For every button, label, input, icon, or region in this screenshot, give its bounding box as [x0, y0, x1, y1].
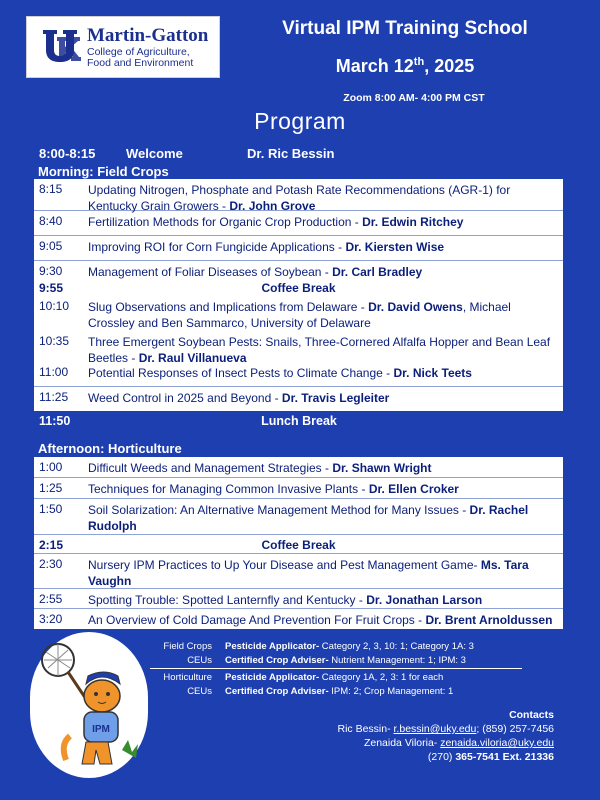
email-link[interactable]: r.bessin@uky.edu: [393, 723, 477, 735]
date-year: , 2025: [424, 56, 475, 76]
session-speaker: Dr. Carl Bradley: [332, 265, 423, 279]
welcome-speaker: Dr. Ric Bessin: [247, 146, 335, 161]
mascot-badge: [30, 632, 148, 778]
session-time: 1:50: [39, 502, 63, 516]
session-time: 11:25: [39, 390, 69, 404]
session-time: 9:30: [39, 264, 63, 278]
event-title: Virtual IPM Training School: [282, 18, 528, 39]
contact-phone: ; (859) 257-7456: [476, 723, 554, 735]
date-main: March 12: [335, 56, 414, 76]
session-title: Nursery IPM Practices to Up Your Disease and Pest Management Game-: [88, 558, 481, 572]
logo-subtitle-line1: College of Agriculture,: [87, 46, 190, 58]
pesticide-applicator-value: Category 1A, 2, 3: 1 for each: [319, 672, 444, 683]
session-desc: [88, 239, 555, 255]
session-title: Weed Control in 2025 and Beyond -: [88, 391, 282, 405]
session-desc: [88, 592, 555, 608]
ipm-cat-mascot-icon: [30, 632, 148, 778]
break-time: 2:15: [39, 538, 64, 552]
session-speaker: Dr. Raul Villanueva: [138, 351, 247, 365]
event-date: [234, 56, 576, 77]
email-link[interactable]: zenaida.viloria@uky.edu: [440, 737, 554, 749]
break-label: Coffee Break: [261, 281, 336, 295]
session-desc: [88, 299, 555, 331]
session-row: [34, 236, 563, 261]
uk-monogram-icon: [41, 27, 81, 65]
session-speaker: Dr. Brent Arnoldussen: [425, 613, 553, 627]
session-speaker: Ms. Tara Vaughn: [88, 558, 529, 588]
field-crops-ceu-details: [225, 640, 474, 668]
session-time: 2:55: [39, 592, 63, 606]
session-row: [34, 387, 563, 411]
pesticide-applicator-value: Category 2, 3, 10: 1; Category 1A: 3: [319, 641, 474, 652]
session-time: 9:05: [39, 239, 63, 253]
afternoon-schedule: [34, 457, 563, 629]
session-title: Fertilization Methods for Organic Crop Production -: [88, 215, 363, 229]
session-speaker: Dr. Ellen Croker: [368, 482, 459, 496]
logo-subtitle-line2: Food and Environment: [87, 57, 194, 69]
session-title: Difficult Weeds and Management Strategies -: [88, 461, 333, 475]
program-heading: Program: [254, 108, 346, 134]
contacts: [338, 708, 555, 764]
cca-value: IPM: 2; Crop Management: 1: [328, 686, 454, 697]
session-row: [34, 261, 563, 281]
logo-name: Martin-Gatton: [87, 25, 209, 46]
field-ceus-label: CEUs: [187, 655, 212, 666]
session-title: Management of Foliar Diseases of Soybean -: [88, 265, 333, 279]
contact-phone-area: (270): [427, 751, 456, 763]
session-time: 10:35: [39, 334, 70, 348]
session-desc: [88, 481, 555, 497]
session-speaker: Dr. Jonathan Larson: [366, 593, 483, 607]
session-title: Potential Responses of Insect Pests to Climate Change -: [88, 366, 394, 380]
session-time: 11:00: [39, 365, 69, 379]
session-desc: [88, 264, 555, 280]
welcome-time: 8:00-8:15: [39, 146, 96, 161]
session-title: Techniques for Managing Common Invasive Plants -: [88, 482, 369, 496]
field-crops-label: Field Crops: [163, 641, 212, 652]
contact-name: Ric Bessin-: [337, 723, 394, 735]
session-row: [34, 554, 563, 589]
session-row: [34, 589, 563, 609]
session-row: [34, 457, 563, 478]
zoom-time: Zoom 8:00 AM- 4:00 PM CST: [343, 92, 485, 104]
session-time: 8:40: [39, 214, 63, 228]
session-speaker: Dr. John Grove: [229, 199, 316, 213]
morning-schedule: [34, 179, 563, 411]
session-desc: [88, 502, 555, 534]
uk-logo: [26, 16, 220, 78]
session-row: [34, 331, 563, 365]
session-row: [34, 179, 563, 211]
session-time: 1:00: [39, 460, 63, 474]
session-row: [34, 296, 563, 331]
cca-value: Nutrient Management: 1; IPM: 3: [328, 655, 466, 666]
session-speaker: Dr. Shawn Wright: [332, 461, 432, 475]
morning-label: Morning: Field Crops: [38, 164, 169, 179]
session-speaker: Dr. Rachel Rudolph: [88, 503, 529, 533]
session-speaker: Dr. Nick Teets: [393, 366, 472, 380]
session-desc: [88, 557, 555, 589]
session-time: 1:25: [39, 481, 63, 495]
session-title: Updating Nitrogen, Phosphate and Potash Rate Recommendations (AGR-1) for Kentucky Grain Growers -: [88, 183, 511, 213]
field-crops-ceu-label: [150, 640, 212, 668]
session-title: Slug Observations and Implications from Delaware -: [88, 300, 369, 314]
session-desc: [88, 390, 555, 406]
pesticide-applicator-label: Pesticide Applicator-: [225, 672, 320, 683]
horticulture-ceu-details: [225, 671, 453, 699]
hort-ceus-label: CEUs: [187, 686, 212, 697]
session-title: Soil Solarization: An Alternative Management Method for Many Issues -: [88, 503, 470, 517]
contact-name: Zenaida Viloria-: [363, 737, 441, 749]
mascot-shirt-text: IPM: [92, 724, 110, 735]
horticulture-label: Horticulture: [163, 672, 212, 683]
session-coauthors: , Michael Crossley and Ben Sammarco, University of Delaware: [88, 300, 511, 330]
pesticide-applicator-label: Pesticide Applicator-: [225, 641, 320, 652]
coffee-break-row: [34, 281, 563, 296]
session-title: Three Emergent Soybean Pests: Snails, Three-Cornered Alfalfa Hopper and Bean Leaf Beetles -: [88, 335, 551, 365]
break-label: Coffee Break: [261, 538, 336, 552]
session-row: [34, 478, 563, 499]
session-row: [34, 362, 563, 387]
cca-label: Certified Crop Adviser-: [225, 655, 329, 666]
session-desc: [88, 182, 555, 214]
session-time: 8:15: [39, 182, 63, 196]
session-speaker: Dr. Travis Legleiter: [281, 391, 390, 405]
coffee-break-row: [34, 535, 563, 554]
lunch-label: Lunch Break: [261, 414, 337, 428]
afternoon-label: Afternoon: Horticulture: [38, 441, 182, 456]
session-speaker: Dr. David Owens: [368, 300, 463, 314]
session-desc: [88, 214, 555, 230]
contact-phone-number: 365-7541 Ext. 21336: [455, 751, 554, 763]
ceu-divider: [150, 668, 522, 669]
break-time: 9:55: [39, 281, 64, 295]
session-time: 10:10: [39, 299, 70, 313]
session-desc: [88, 612, 555, 628]
contacts-heading: Contacts: [509, 709, 554, 721]
session-speaker: Dr. Edwin Ritchey: [362, 215, 464, 229]
session-time: 2:30: [39, 557, 63, 571]
session-title: Improving ROI for Corn Fungicide Applications -: [88, 240, 346, 254]
horticulture-ceu-label: [150, 671, 212, 699]
welcome-label: Welcome: [126, 146, 183, 161]
logo-subtitle: [87, 47, 193, 69]
session-time: 3:20: [39, 612, 63, 626]
session-title: An Overview of Cold Damage And Prevention For Fruit Crops -: [88, 613, 426, 627]
session-row: [34, 499, 563, 535]
session-speaker: Dr. Kiersten Wise: [345, 240, 445, 254]
session-title: Spotting Trouble: Spotted Lanternfly and Kentucky -: [88, 593, 367, 607]
session-row: [34, 609, 563, 629]
cca-label: Certified Crop Adviser-: [225, 686, 329, 697]
lunch-time: 11:50: [39, 414, 71, 428]
date-suffix: th: [413, 56, 425, 68]
session-desc: [88, 460, 555, 476]
session-row: [34, 211, 563, 236]
session-desc: [88, 365, 555, 381]
